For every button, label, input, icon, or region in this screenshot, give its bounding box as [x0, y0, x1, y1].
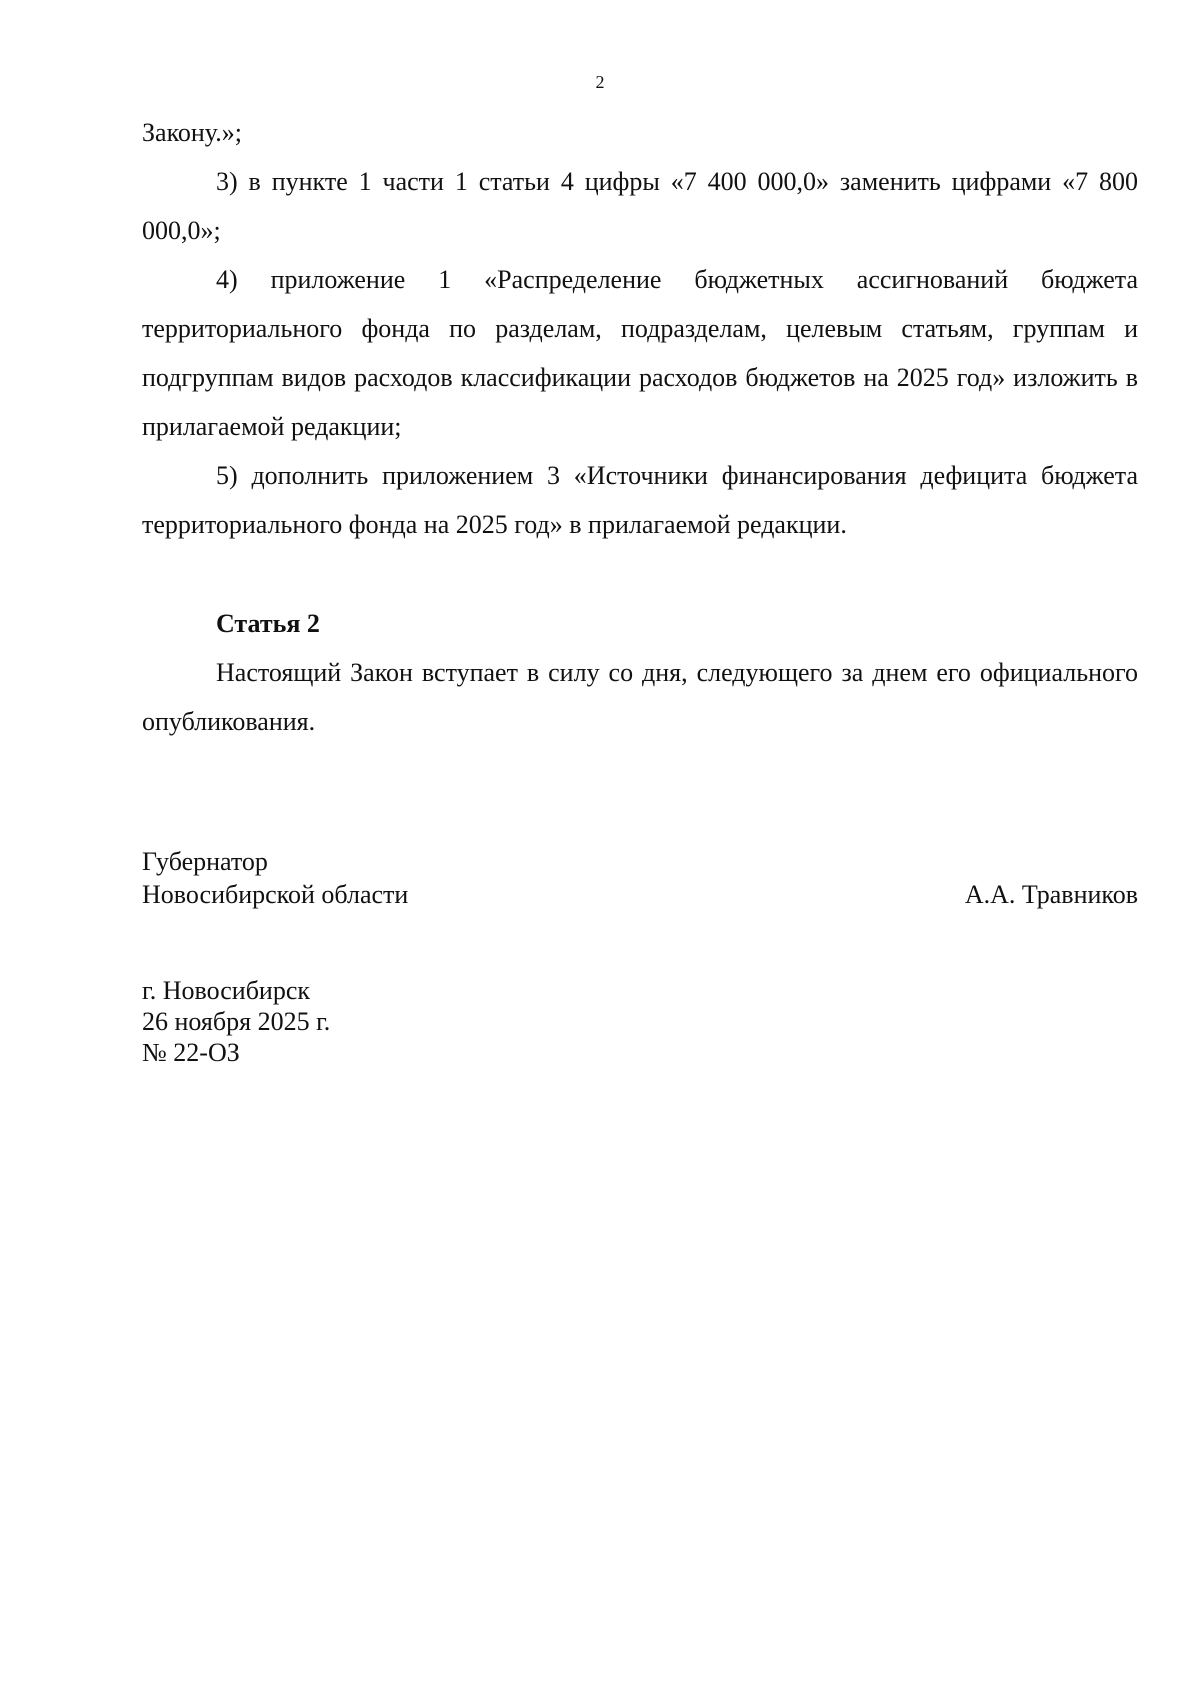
article-2-heading: Статья 2 — [216, 609, 320, 638]
article-2-text: Настоящий Закон вступает в силу со дня, следующего за днем его официального опубликования. — [142, 658, 1138, 736]
document-body — [142, 108, 1138, 746]
page-number: 2 — [595, 72, 605, 92]
signature-block — [142, 845, 1138, 911]
paragraph-item-4: 4) приложение 1 «Распределение бюджетных ассигнований бюджета территориального фонда по разделам, подразделам, целевым статьям, группам и подгруппам видов расходов классификации расходов бюджетов на 2025 год» изложить в прилагаемой редакции; — [142, 265, 1138, 441]
document-date: 26 ноября 2025 г. — [142, 1007, 331, 1036]
document-number: № 22-ОЗ — [142, 1038, 240, 1067]
signatory-position-line1: Губернатор — [142, 847, 268, 876]
signatory-position-line2: Новосибирской области — [142, 880, 409, 909]
place-date-block — [142, 975, 330, 1068]
paragraph-continuation: Закону.»; — [142, 118, 242, 147]
paragraph-item-5: 5) дополнить приложением 3 «Источники финансирования дефицита бюджета территориального фонда на 2025 год» в прилагаемой редакции. — [142, 461, 1138, 539]
signatory-name: А.А. Травников — [964, 880, 1138, 909]
paragraph-item-3: 3) в пункте 1 части 1 статьи 4 цифры «7 400 000,0» заменить цифрами «7 800 000,0»; — [142, 167, 1138, 245]
city: г. Новосибирск — [142, 976, 311, 1005]
